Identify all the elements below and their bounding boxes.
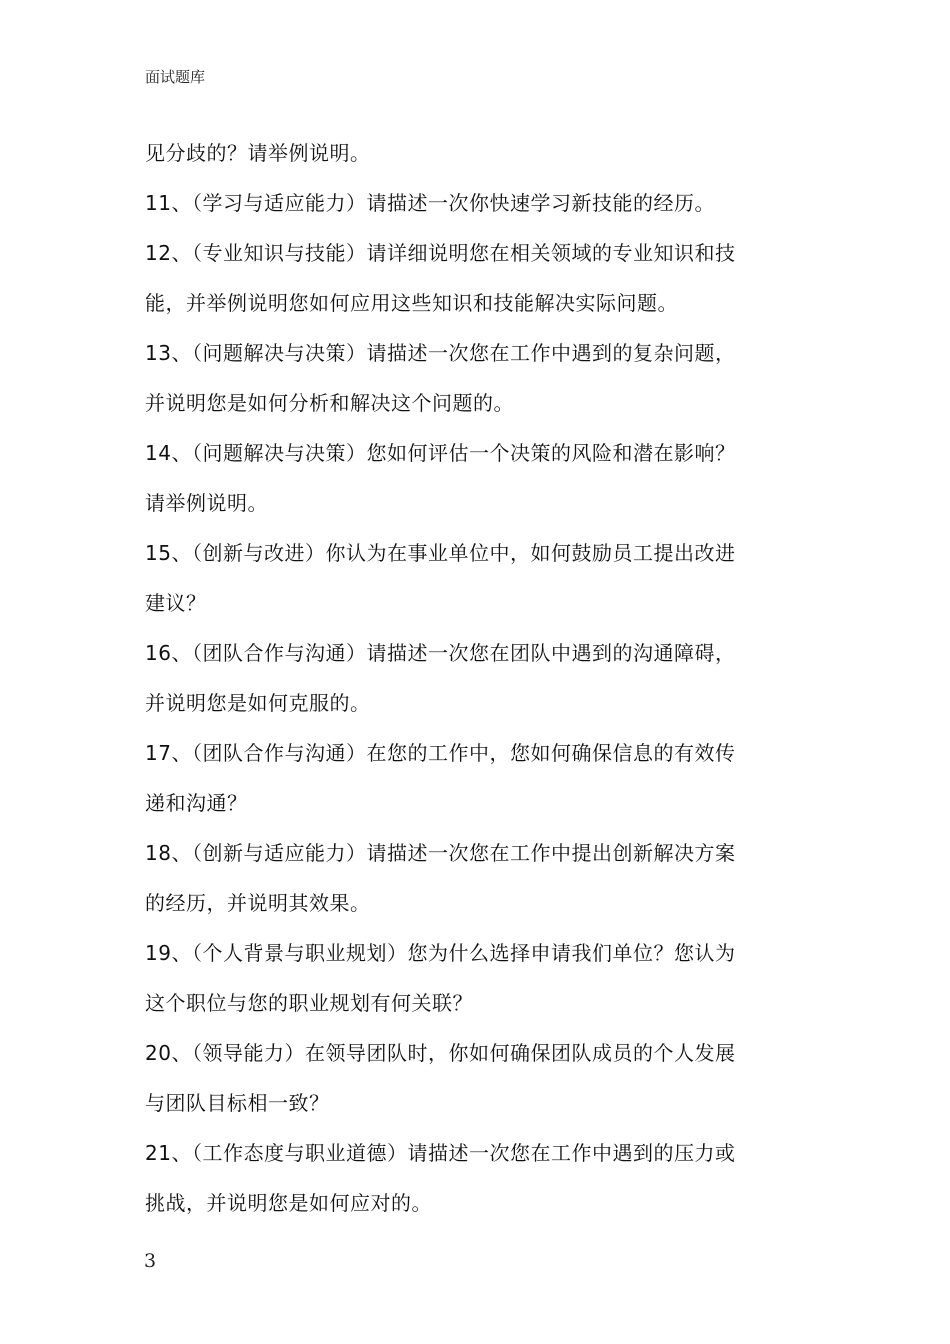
text-line: 21、（工作态度与职业道德）请描述一次您在工作中遇到的压力或 [145, 1141, 736, 1165]
text-line: 12、（专业知识与技能）请详细说明您在相关领域的专业知识和技 [145, 241, 736, 265]
text-line: 14、（问题解决与决策）您如何评估一个决策的风险和潜在影响？ [145, 441, 736, 465]
text-line: 递和沟通？ [145, 791, 248, 815]
text-line: 11、（学习与适应能力）请描述一次你快速学习新技能的经历。 [145, 191, 715, 215]
text-line: 与团队目标相一致？ [145, 1091, 330, 1115]
text-line: 这个职位与您的职业规划有何关联？ [145, 991, 473, 1015]
question-list [145, 128, 810, 1228]
text-line: 并说明您是如何克服的。 [145, 691, 371, 715]
text-line: 17、（团队合作与沟通）在您的工作中，您如何确保信息的有效传 [145, 741, 736, 765]
text-line: 16、（团队合作与沟通）请描述一次您在团队中遇到的沟通障碍， [145, 641, 736, 665]
text-line: 15、（创新与改进）你认为在事业单位中，如何鼓励员工提出改进 [145, 541, 736, 565]
text-line: 见分歧的？请举例说明。 [145, 141, 371, 165]
text-line: 能，并举例说明您如何应用这些知识和技能解决实际问题。 [145, 291, 678, 315]
text-line: 13、（问题解决与决策）请描述一次您在工作中遇到的复杂问题， [145, 341, 736, 365]
text-line: 并说明您是如何分析和解决这个问题的。 [145, 391, 514, 415]
text-line: 的经历，并说明其效果。 [145, 891, 371, 915]
text-line: 挑战，并说明您是如何应对的。 [145, 1191, 432, 1215]
page-header: 面试题库 [145, 68, 206, 86]
text-line: 19、（个人背景与职业规划）您为什么选择申请我们单位？您认为 [145, 941, 736, 965]
page-number: 3 [144, 1250, 157, 1272]
text-line: 建议？ [145, 591, 207, 615]
text-line: 请举例说明。 [145, 491, 268, 515]
text-line: 18、（创新与适应能力）请描述一次您在工作中提出创新解决方案 [145, 841, 736, 865]
text-line: 20、（领导能力）在领导团队时，你如何确保团队成员的个人发展 [145, 1041, 736, 1065]
